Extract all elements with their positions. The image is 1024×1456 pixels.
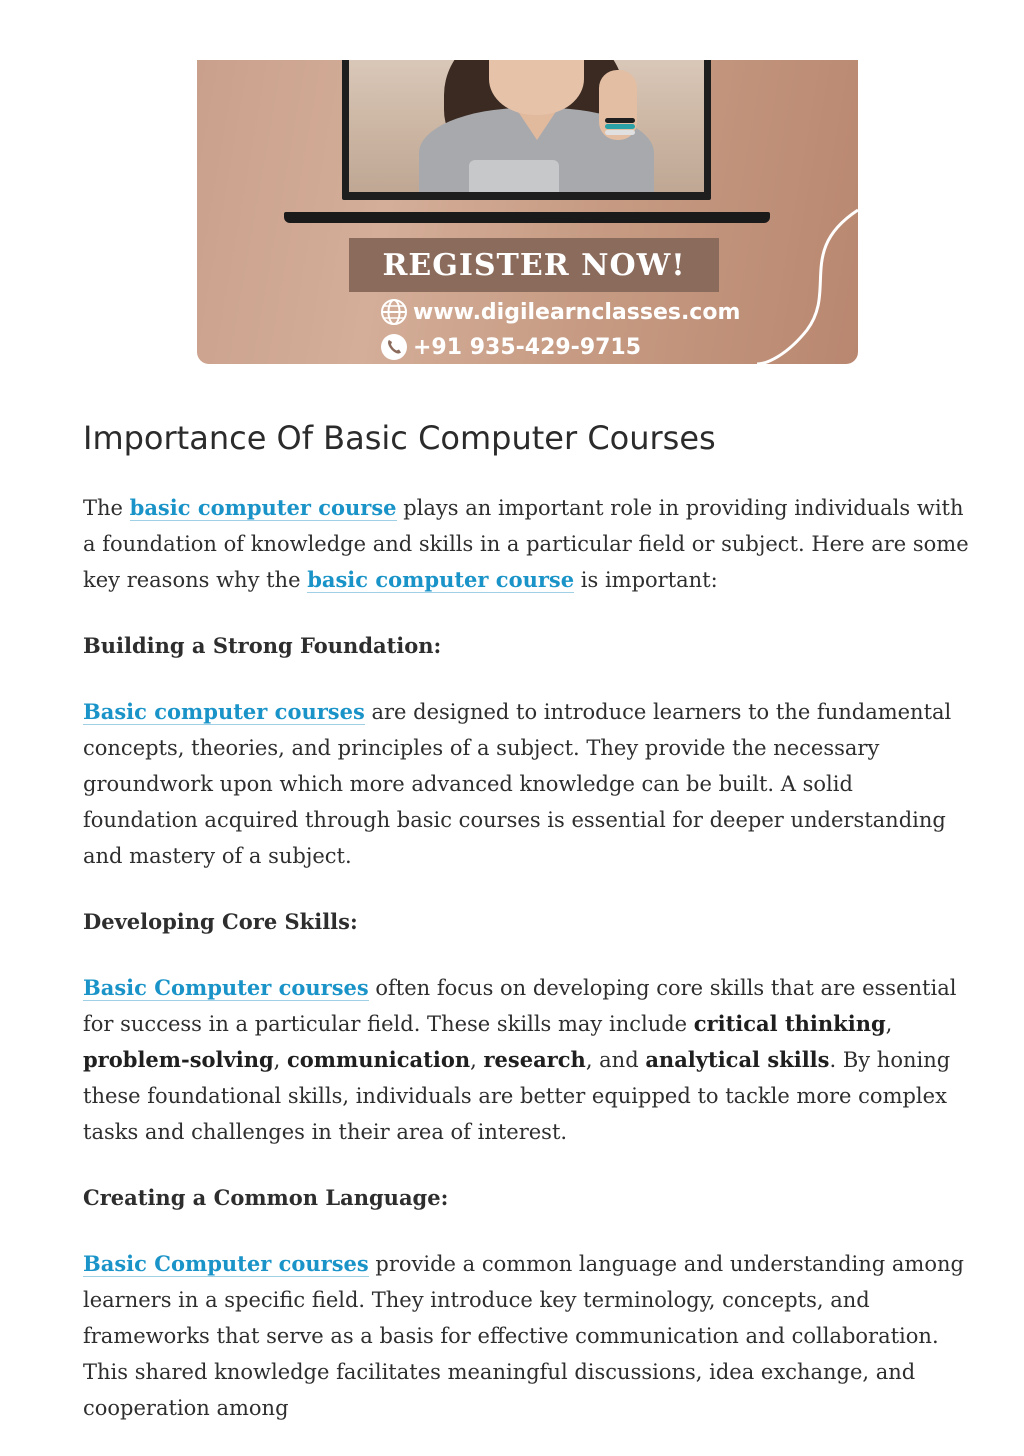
section-heading-foundation: Building a Strong Foundation: — [83, 633, 442, 658]
skill-problem-solving: problem-solving — [83, 1047, 274, 1072]
sep-2: , — [273, 1048, 288, 1072]
phone-row[interactable] — [379, 332, 641, 362]
skill-analytical-skills: analytical skills — [645, 1047, 830, 1072]
intro-text-2: plays an important role in providing individuals with a foundation of knowledge and skills in a particular field or subject. Here are some key reasons why the — [83, 496, 969, 592]
globe-icon — [379, 297, 409, 327]
section-paragraph-foundation — [83, 694, 973, 874]
section-paragraph-common-language — [83, 1246, 973, 1426]
core-skills-text-2: . By honing these foundational skills, individuals are better equipped to tackle more complex tasks and challenges in their area of interest. — [83, 1048, 951, 1144]
website-row[interactable] — [379, 297, 740, 327]
article-title: Importance Of Basic Computer Courses — [83, 419, 716, 457]
phone-icon — [379, 332, 409, 362]
article — [83, 416, 973, 1456]
sep-4: , and — [585, 1048, 646, 1072]
basic-computer-courses-link-2[interactable]: Basic Computer courses — [83, 975, 369, 1000]
common-language-text: provide a common language and understanding among learners in a specific field. They introduce key terminology, concepts, and frameworks that serve as a basis for effective communication and collaboration. This shared knowledge facilitates meaningful discussions, idea exchange, and cooperation among — [83, 1252, 964, 1420]
intro-text-1: The — [83, 496, 130, 520]
basic-computer-course-link-2[interactable]: basic computer course — [307, 567, 575, 592]
promo-banner — [197, 60, 858, 364]
skill-research: research — [483, 1047, 586, 1072]
sep-1: , — [885, 1012, 893, 1036]
photo-student — [349, 60, 704, 192]
basic-computer-course-link-1[interactable]: basic computer course — [129, 495, 397, 520]
skill-communication: communication — [287, 1047, 471, 1072]
basic-computer-courses-link-1[interactable]: Basic computer courses — [83, 699, 365, 724]
basic-computer-courses-link-3[interactable]: Basic Computer courses — [83, 1251, 369, 1276]
section-heading-core-skills: Developing Core Skills: — [83, 909, 358, 934]
section-paragraph-core-skills — [83, 970, 973, 1150]
register-now-button[interactable]: REGISTER NOW! — [349, 238, 719, 292]
foundation-text: are designed to introduce learners to the fundamental concepts, theories, and principles of a subject. They provide the necessary groundwork upon which more advanced knowledge can be built. A solid foundation acquired through basic courses is essential for deeper understanding and mastery of a subject. — [83, 700, 952, 868]
core-skills-text-1: often focus on developing core skills that are essential for success in a particular field. These skills may include — [83, 976, 957, 1036]
website-text[interactable]: www.digilearnclasses.com — [413, 299, 741, 325]
intro-paragraph — [83, 490, 973, 598]
intro-text-3: is important: — [574, 568, 718, 592]
section-heading-common-language: Creating a Common Language: — [83, 1185, 449, 1210]
sep-3: , — [470, 1048, 484, 1072]
phone-text[interactable]: +91 935-429-9715 — [413, 334, 642, 360]
laptop-base — [284, 212, 770, 223]
laptop-screen — [342, 60, 711, 200]
skill-critical-thinking: critical thinking — [693, 1011, 886, 1036]
